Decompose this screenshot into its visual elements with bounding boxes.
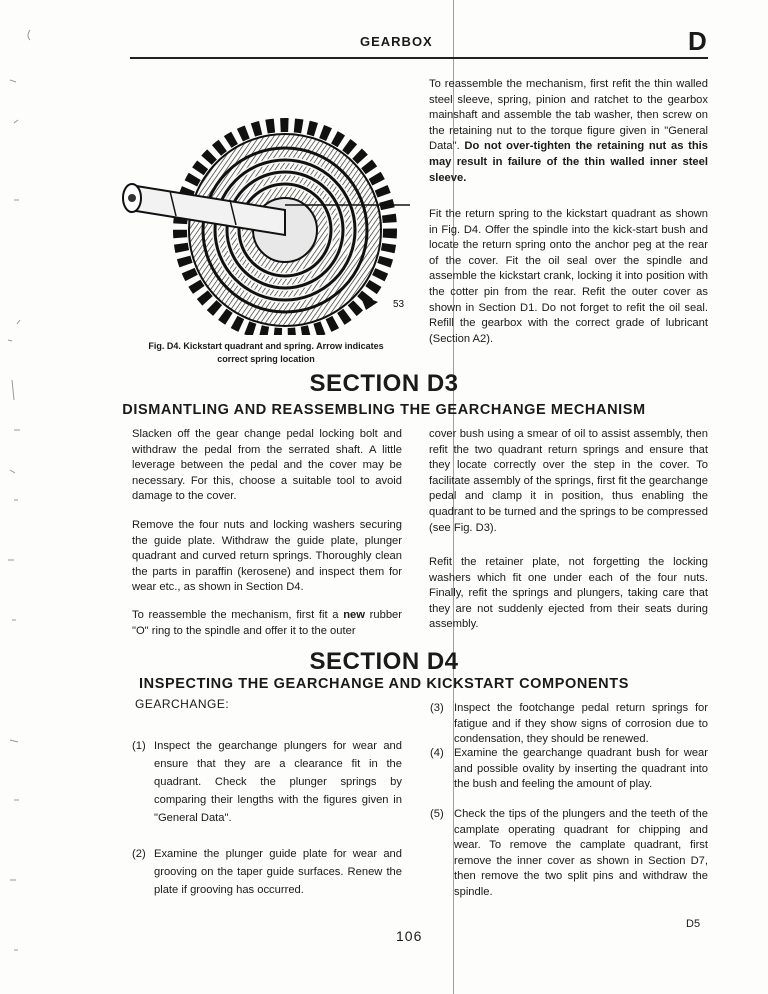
page-header-title: GEARBOX [360, 34, 433, 49]
list-item-number: (3) [430, 702, 444, 714]
list-item [132, 845, 402, 899]
d3-paragraph-1: Slacken off the gear change pedal locking bolt and withdraw the pedal from the serrated shaft. A little leverage between the pedal and the cover may be necessary. For this, choose a suitable tool to avoid damage to the cover. [132, 428, 402, 503]
figure-callout-number: 53 [393, 299, 405, 310]
reassembly-paragraph [429, 77, 708, 186]
section-d4-title: SECTION D4 [309, 648, 459, 675]
figure-caption: Fig. D4. Kickstart quadrant and spring. Arrow indicates correct spring location [148, 341, 384, 364]
reassembly-warning: Do not over-tighten the retaining nut as this may result in failure of the thin walled inner steel sleeve. [429, 140, 709, 184]
scan-edge-marks [0, 0, 40, 994]
section-d3-subtitle: DISMANTLING AND REASSEMBLING THE GEARCHANGE MECHANISM [122, 402, 646, 418]
list-item [430, 807, 708, 901]
list-item-text: Inspect the footchange pedal return springs for fatigue and if they show signs of corrosion due to condensation, they should be renewed. [454, 702, 708, 746]
list-item-number: (4) [430, 747, 444, 759]
gearchange-label: GEARCHANGE: [135, 697, 230, 711]
d3-right-paragraph-1: cover bush using a smear of oil to assist assembly, then refit the two quadrant return springs and ensure that they locate correctly over the step in the cover. To facilitate assembly of the springs, first fit the gearchange pedal and clamp it in position, thus enabling the quadrant to be turned and the springs to be compressed (see Fig. D3). [429, 428, 708, 534]
page-number: 106 [396, 928, 423, 944]
d3-p3-text-b: rubber "O" ring to the spindle and offer it to the outer [132, 609, 402, 637]
d3-paragraph-3 [132, 608, 402, 639]
list-item [430, 701, 708, 748]
d3-right-paragraph-2: Refit the retainer plate, not forgetting the locking washers which fit one under each of the four nuts. Finally, refit the springs and plungers, taking care that they are not suddenly ejected from their seats during assembly. [429, 556, 708, 631]
section-d3-title: SECTION D3 [309, 370, 459, 397]
section-d4-subtitle: INSPECTING THE GEARCHANGE AND KICKSTART COMPONENTS [139, 676, 629, 692]
return-spring-paragraph: Fit the return spring to the kickstart quadrant as shown in Fig. D4. Offer the spindle into the kick-start bush and locate the return spring onto the anchor peg at the rear of the cover. Fit the oil seal over the spindle and assemble the kickstart crank, locking it into position with the cotter pin from the rear. Refit the outer cover as shown in Section D1. Do not forget to refit the oil seal. Refill the gearbox with the correct grade of lubricant (Section A2). [429, 208, 708, 345]
list-item-text: Examine the plunger guide plate for wear and grooving on the taper guide surfaces. Renew the plate if grooving has occurred. [154, 848, 402, 896]
header-rule [130, 57, 708, 59]
d3-p3-bold: new [343, 609, 365, 621]
list-item-text: Inspect the gearchange plungers for wear and ensure that they are a clearance fit in the quadrant. Check the plunger springs by comparing their lengths with the figures given in "General Data". [154, 740, 402, 824]
kickstart-quadrant-figure [110, 70, 410, 335]
reassembly-text: To reassemble the mechanism, first refit the thin walled steel sleeve, spring, pinion and ratchet to the gearbox mainshaft and assemble the tab washer, then screw on the retaining nut to the torque figure given in "General Data". [429, 78, 708, 153]
list-item [132, 737, 402, 827]
d3-p3-text-a: To reassemble the mechanism, first fit a [132, 609, 344, 621]
list-item-number: (2) [132, 848, 146, 860]
section-letter: D [688, 26, 707, 56]
list-item-text: Check the tips of the plungers and the teeth of the camplate operating quadrant for chipping and wear. To remove the camplate quadrant, first remove the inner cover as shown in Section D7, then remove the two split pins and withdraw the spindle. [454, 808, 708, 898]
list-item-text: Examine the gearchange quadrant bush for wear and possible ovality by inserting the quadrant into the bush and feeling the amount of play. [454, 747, 708, 791]
d3-paragraph-2: Remove the four nuts and locking washers securing the guide plate. Withdraw the guide plate, plunger quadrant and curved return springs. Thoroughly clean the parts in paraffin (kerosene) and inspect them for wear etc., as shown in Section D4. [132, 519, 402, 594]
list-item [430, 746, 708, 793]
list-item-number: (5) [430, 808, 444, 820]
footer-code: D5 [686, 918, 701, 930]
list-item-number: (1) [132, 740, 146, 752]
